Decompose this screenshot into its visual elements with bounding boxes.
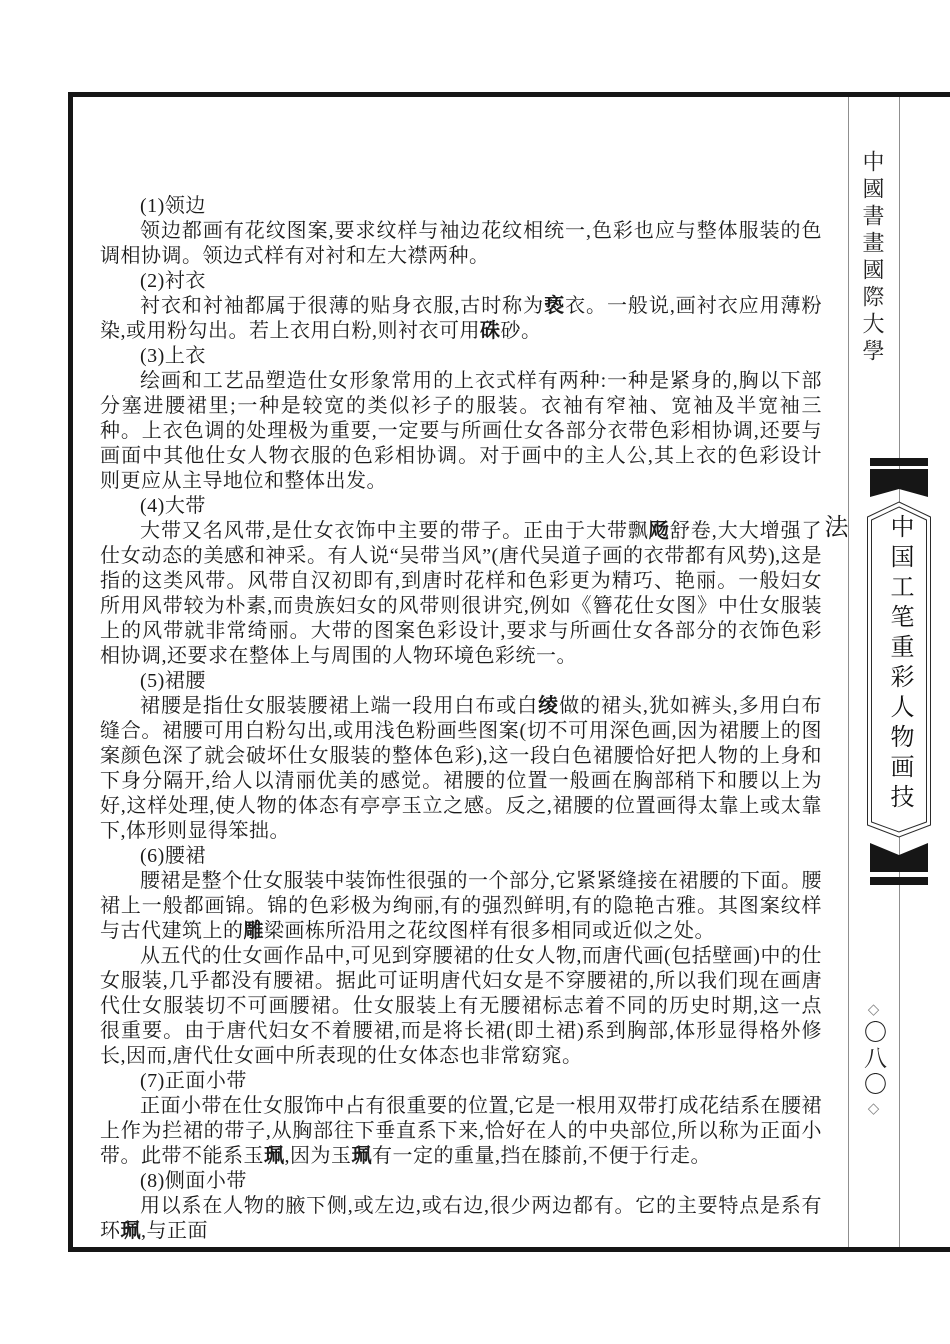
section-paragraph: 用以系在人物的腋下侧,或左边,或右边,很少两边都有。它的主要特点是系有环珮,与正面 [100,1195,822,1242]
frame-border-bottom [68,1247,950,1252]
diamond-ornament-bottom: ◇ [867,1099,880,1117]
banner-bar-bottom [870,877,928,885]
section-heading: (1)领边 [140,195,206,217]
section-paragraph: 绘画和工艺品塑造仕女形象常用的上衣式样有两种:一种是紧身的,胸以下部分塞进腰裙里;一种是较宽的类似衫子的服装。衣袖有窄袖、宽袖及半宽袖三种。上衣色调的处理极为重要,一定要与所画仕女各部分衣带色彩相协调,还要与画面中其他仕女人物衣服的色彩相协调。对于画中的主人公,其上衣的色彩设计则更应从主导地位和整体出发。 [100,370,822,492]
section-heading: (3)上衣 [140,345,206,367]
section-heading: (2)衬衣 [140,270,206,292]
section-paragraph: 正面小带在仕女服饰中占有很重要的位置,它是一根用双带打成花结系在腰裙上作为拦裙的带子,从胸部往下垂直系下来,恰好在人的中央部位,所以称为正面小带。此带不能系玉珮,因为玉珮有一定的重量,挡在膝前,不便于行走。 [100,1095,822,1167]
section-heading: (6)腰裙 [140,845,206,867]
section-paragraph: 腰裙是整个仕女服装中装饰性很强的一个部分,它紧紧缝接在裙腰的下面。腰裙上一般都画锦。锦的色彩极为绚丽,有的强烈鲜明,有的隐艳古雅。其图案纹样与古代建筑上的雕梁画栋所沿用之花纹图样有很多相同或近似之处。 [100,870,822,942]
page-number-block [848,1002,899,1116]
section-paragraph: 裙腰是指仕女服装腰裙上端一段用白布或白绫做的裙头,犹如裤头,多用白布缝合。裙腰可用白粉勾出,或用浅色粉画些图案(切不可用深色画,因为裙腰上的图案颜色深了就会破坏仕女服装的整体色彩),这一段白色裙腰恰好把人物的上身和下身分隔开,给人以清丽优美的感觉。裙腰的位置一般画在胸部稍下和腰以上为好,这样处理,使人物的体态有亭亭玉立之感。反之,裙腰的位置画得太靠上或太靠下,体形则显得笨拙。 [100,695,823,842]
section-heading: (5)裙腰 [140,670,206,692]
section-heading: (8)侧面小带 [140,1170,247,1192]
institution-name-vertical: 中國書畫國際大學 [860,150,885,366]
banner-bar-top [870,458,928,466]
section-paragraph: 大带又名风带,是仕女衣饰中主要的带子。正由于大带飘飏舒卷,大大增强了仕女动态的美感和神采。有人说“吴带当风”(唐代吴道子画的衣带都有风势),这是指的这类风带。风带自汉初即有,到唐时花样和色彩更为精巧、艳丽。一般妇女所用风带较为朴素,而贵族妇女的风带则很讲究,例如《簪花仕女图》中仕女服装上的风带就非常绮丽。大带的图案色彩设计,要求与所画仕女各部分的衣饰色彩相协调,还要求在整体上与周围的人物环境色彩统一。 [100,520,823,667]
section-heading: (7)正面小带 [140,1070,247,1092]
banner-ribbon-bottom-icon [870,843,928,872]
book-title: 中国工笔重彩人物画技法 [820,514,912,814]
diamond-ornament-top: ◇ [867,1000,880,1018]
banner-ribbon-top-icon [870,469,928,497]
book-title-banner [820,456,932,888]
section-paragraph: 领边都画有花纹图案,要求纹样与袖边花纹相统一,色彩也应与整体服装的色调相协调。领边式样有对衬和左大襟两种。 [100,220,822,267]
section-paragraph: 从五代的仕女画作品中,可见到穿腰裙的仕女人物,而唐代画(包括壁画)中的仕女服装,几乎都没有腰裙。据此可证明唐代妇女是不穿腰裙的,所以我们现在画唐代仕女服装切不可画腰裙。仕女服装上有无腰裙标志着不同的历史时期,这一点很重要。由于唐代妇女不着腰裙,而是将长裙(即土裙)系到胸部,体形显得格外修长,因而,唐代仕女画中所表现的仕女体态也非常窈窕。 [100,945,822,1067]
section-paragraph: 衬衣和衬袖都属于很薄的贴身衣服,古时称为亵衣。一般说,画衬衣应用薄粉染,或用粉勾出。若上衣用白粉,则衬衣可用硃砂。 [100,295,823,342]
section-heading: (4)大带 [140,495,206,517]
main-text-block [100,194,822,1244]
page-number: 〇八〇 [861,1020,886,1098]
frame-border-left [68,92,73,1252]
frame-border-top [68,92,950,97]
